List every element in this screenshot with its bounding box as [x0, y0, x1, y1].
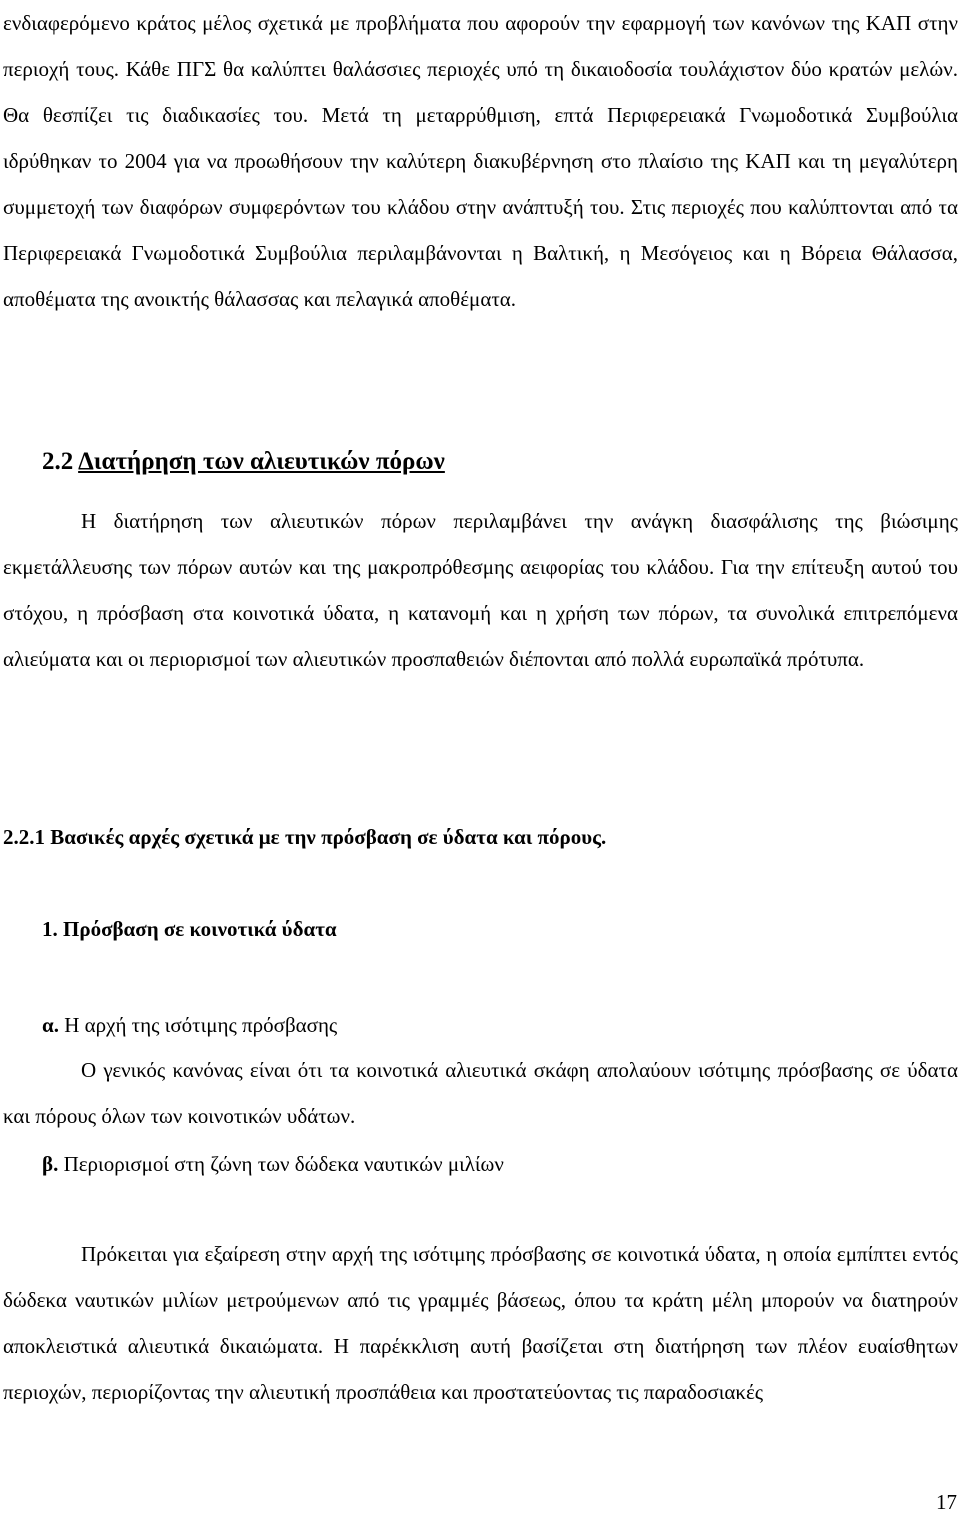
twelve-miles-paragraph: Πρόκειται για εξαίρεση στην αρχή της ισότιμης πρόσβασης σε κοινοτικά ύδατα, η οποία εμπίπτει εντός δώδεκα ναυτικών μιλίων μετρούμενων από τις γραμμές βάσεως, όπου τα κράτη μέλη μπορούν να διατηρούν αποκλειστικά αλιευτικά δικαιώματα. Η παρέκκλιση αυτή βασίζεται στη διατήρηση των πλέον ευαίσθητων περιοχών, περιορίζοντας την αλιευτική προσπάθεια και προστατεύοντας τις παραδοσιακές [3, 1242, 958, 1404]
item-heading: 1. Πρόσβαση σε κοινοτικά ύδατα [42, 917, 337, 941]
subitem-b [42, 1152, 504, 1177]
section-title: Διατήρηση των αλιευτικών πόρων [78, 448, 445, 475]
equal-access-paragraph: Ο γενικός κανόνας είναι ότι τα κοινοτικά αλιευτικά σκάφη απολαύουν ισότιμης πρόσβασης σε ύδατα και πόρους όλων των κοινοτικών υδάτων. [3, 1058, 958, 1128]
page-number: 17 [936, 1490, 957, 1514]
subitem-b-marker: β. [42, 1152, 59, 1176]
section-heading [42, 448, 445, 476]
intro-paragraph: ενδιαφερόμενο κράτος μέλος σχετικά με προβλήματα που αφορούν την εφαρμογή των κανόνων της ΚΑΠ στην περιοχή τους. Κάθε ΠΓΣ θα καλύπτει θαλάσσιες περιοχές υπό τη δικαιοδοσία τουλάχιστον δύο κρατών μελών. Θα θεσπίζει τις διαδικασίες του. Μετά τη μεταρρύθμιση, επτά Περιφερειακά Γνωμοδοτικά Συμβούλια ιδρύθηκαν το 2004 για να προωθήσουν την καλύτερη διακυβέρνηση στο πλαίσιο της ΚΑΠ και τη μεγαλύτερη συμμετοχή των διαφόρων συμφερόντων του κλάδου στην ανάπτυξή του. Στις περιοχές που καλύπτονται από τα Περιφερειακά Γνωμοδοτικά Συμβούλια περιλαμβάνονται η Βαλτική, η Μεσόγειος και η Βόρεια Θάλασσα, αποθέματα της ανοικτής θάλασσας και πελαγικά αποθέματα. [3, 11, 958, 311]
conservation-paragraph: Η διατήρηση των αλιευτικών πόρων περιλαμβάνει την ανάγκη διασφάλισης της βιώσιμης εκμετάλλευσης των πόρων αυτών και της μακροπρόθεσμης αειφορίας του κλάδου. Για την επίτευξη αυτού του στόχου, η πρόσβαση στα κοινοτικά ύδατα, η κατανομή και η χρήση των πόρων, τα συνολικά επιτρεπόμενα αλιεύματα και οι περιορισμοί των αλιευτικών προσπαθειών διέπονται από πολλά ευρωπαϊκά πρότυπα. [3, 509, 958, 671]
subitem-a-marker: α. [42, 1013, 59, 1037]
subitem-b-title: Περιορισμοί στη ζώνη των δώδεκα ναυτικών μιλίων [63, 1152, 504, 1176]
subitem-a-title: Η αρχή της ισότιμης πρόσβασης [64, 1013, 338, 1037]
section-number: 2.2 [42, 448, 74, 475]
subitem-a [42, 1013, 337, 1038]
subsection-heading: 2.2.1 Βασικές αρχές σχετικά με την πρόσβαση σε ύδατα και πόρους. [3, 825, 607, 849]
